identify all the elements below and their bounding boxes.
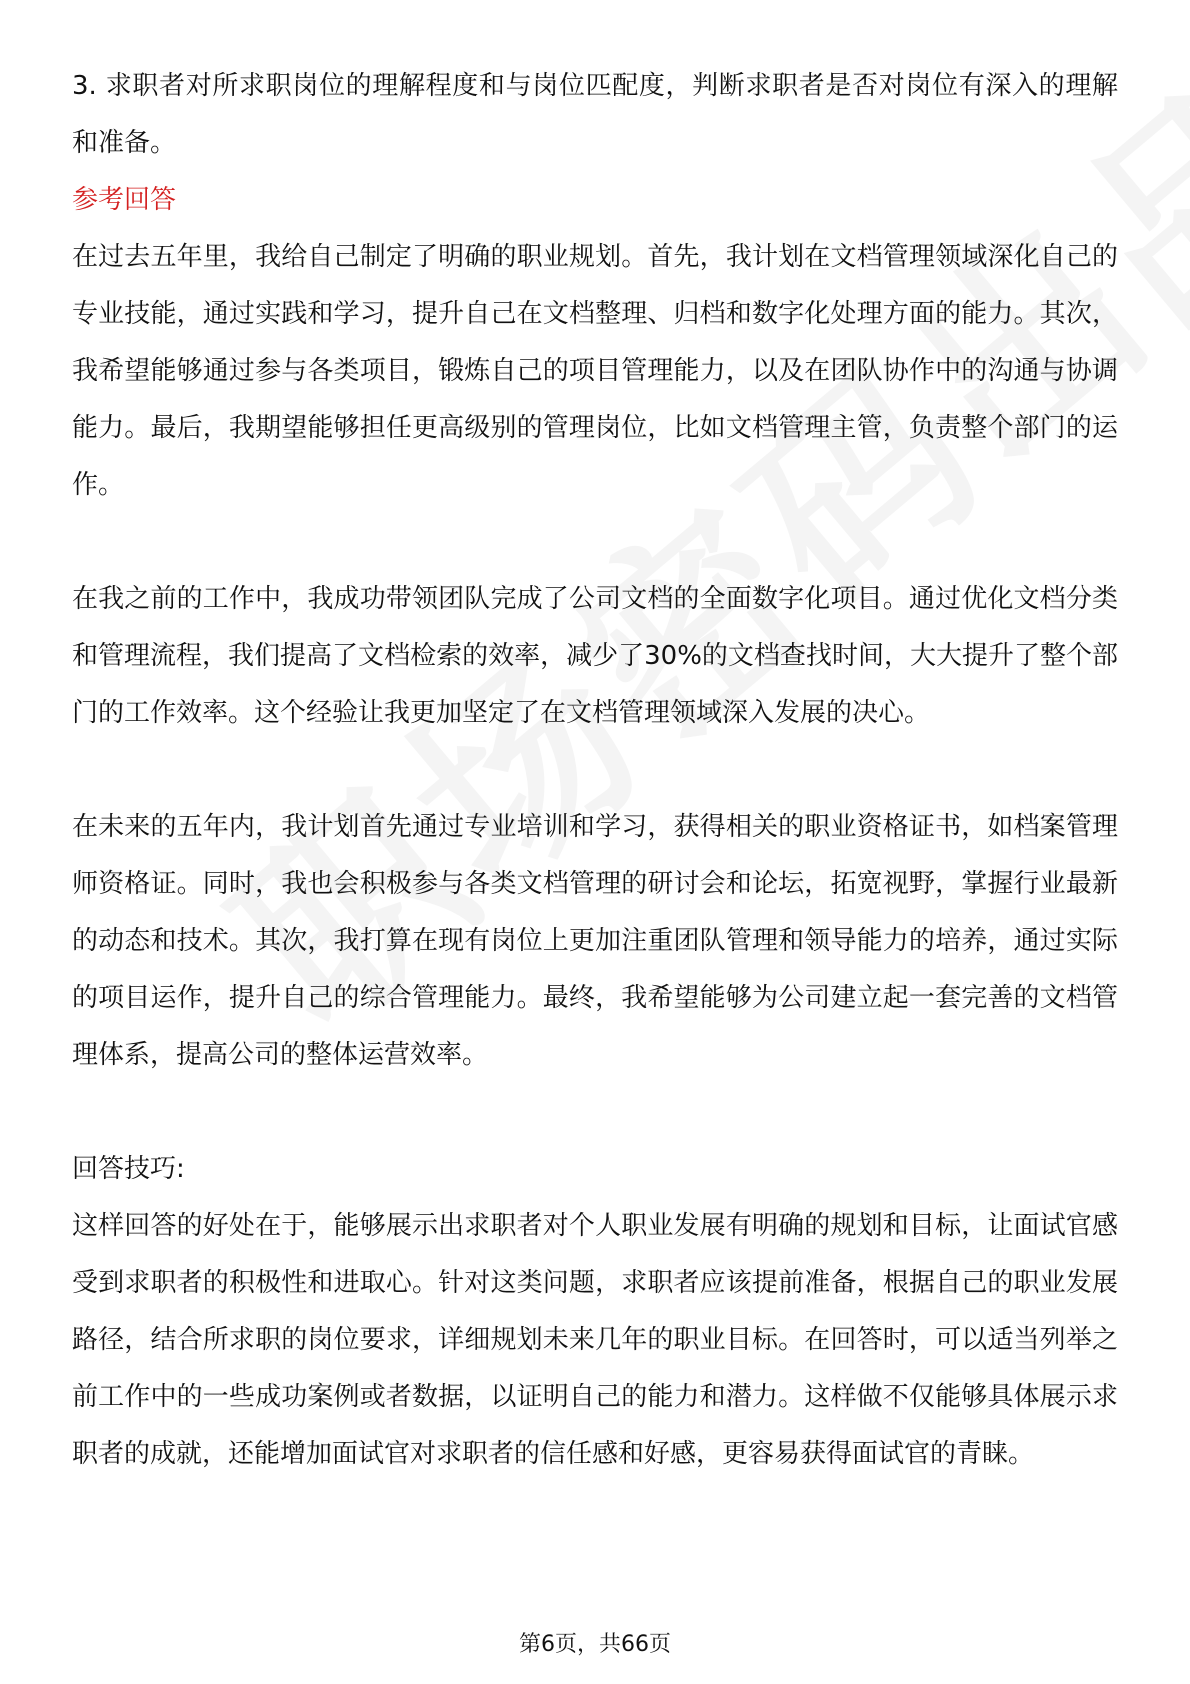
- reference-answer-heading: 参考回答: [72, 185, 177, 215]
- tips-body: 这样回答的好处在于，能够展示出求职者对个人职业发展有明确的规划和目标，让面试官感受到求职者的积极性和进取心。针对这类问题，求职者应该提前准备，根据自己的职业发展路径，结合所求职的岗位要求，详细规划未来几年的职业目标。在回答时，可以适当列举之前工作中的一些成功案例或者数据，以证明自己的能力和潜力。这样做不仅能够具体展示求职者的成就，还能增加面试官对求职者的信任感和好感，更容易获得面试官的青睐。: [72, 1211, 1118, 1469]
- answer-paragraph-1: 在过去五年里，我给自己制定了明确的职业规划。首先，我计划在文档管理领域深化自己的专业技能，通过实践和学习，提升自己在文档整理、归档和数字化处理方面的能力。其次，我希望能够通过参与各类项目，锻炼自己的项目管理能力，以及在团队协作中的沟通与协调能力。最后，我期望能够担任更高级别的管理岗位，比如文档管理主管，负责整个部门的运作。: [72, 242, 1118, 500]
- answer-paragraph-3: 在未来的五年内，我计划首先通过专业培训和学习，获得相关的职业资格证书，如档案管理师资格证。同时，我也会积极参与各类文档管理的研讨会和论坛，拓宽视野，掌握行业最新的动态和技术。其次，我打算在现有岗位上更加注重团队管理和领导能力的培养，通过实际的项目运作，提升自己的综合管理能力。最终，我希望能够为公司建立起一套完善的文档管理体系，提高公司的整体运营效率。: [72, 812, 1118, 1070]
- paragraph-spacer: [72, 1084, 1118, 1141]
- answer-paragraph-2: 在我之前的工作中，我成功带领团队完成了公司文档的全面数字化项目。通过优化文档分类和管理流程，我们提高了文档检索的效率，减少了30%的文档查找时间，大大提升了整个部门的工作效率。这个经验让我更加坚定了在文档管理领域深入发展的决心。: [72, 584, 1118, 728]
- paragraph-spacer: [72, 514, 1118, 571]
- paragraph-spacer: [72, 742, 1118, 799]
- tips-heading: 回答技巧:: [72, 1154, 185, 1184]
- document-body: [72, 58, 1118, 1483]
- page-indicator: 第6页，共66页: [519, 1632, 671, 1657]
- question-point-3: 3. 求职者对所求职岗位的理解程度和与岗位匹配度，判断求职者是否对岗位有深入的理解和准备。: [72, 71, 1118, 158]
